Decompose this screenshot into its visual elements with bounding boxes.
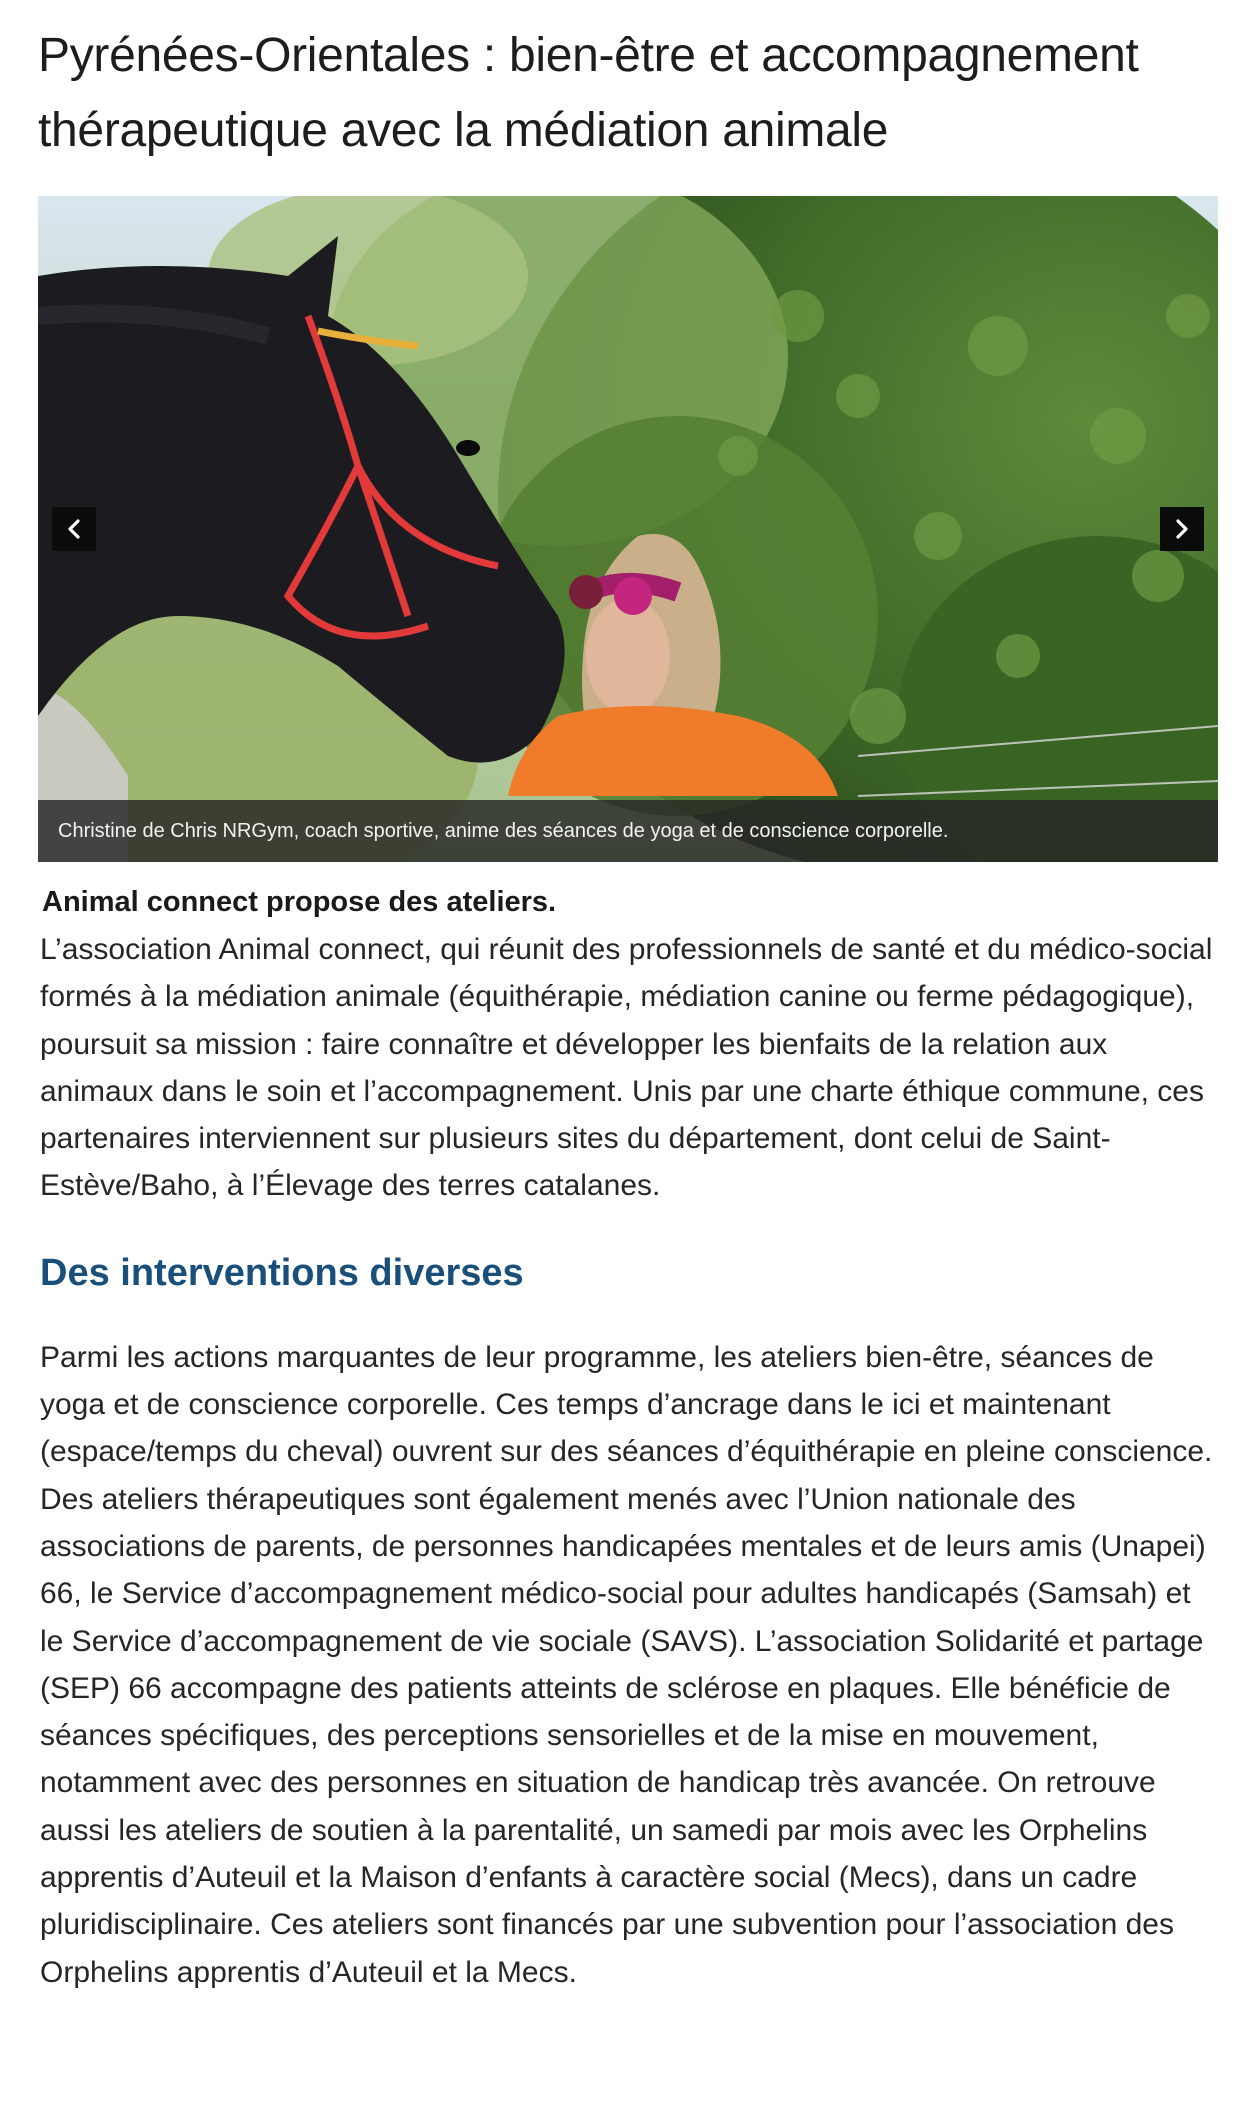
photo-gallery <box>38 196 1218 862</box>
photo-caption: Christine de Chris NRGym, coach sportive, anime des séances de yoga et de conscience corporelle. <box>38 800 1218 862</box>
gallery-photo <box>38 196 1218 862</box>
gallery-prev-button[interactable] <box>52 507 96 551</box>
body-paragraph: Parmi les actions marquantes de leur programme, les ateliers bien-être, séances de yoga et de conscience corporelle. Ces temps d’ancrage dans le ici et maintenant (espace/temps du cheval) ouvrent sur des séances d’équithérapie en pleine conscience. Des ateliers thérapeutiques sont également menés avec l’Union nationale des associations de parents, de personnes handicapées mentales et de leurs amis (Unapei) 66, le Service d’accompagnement médico-social pour adultes handicapés (Samsah) et le Service d’accompagnement de vie sociale (SAVS). L’association Solidarité et partage (SEP) 66 accompagne des patients atteints de sclérose en plaques. Elle bénéficie de séances spécifiques, des perceptions sensorielles et de la mise en mouvement, notamment avec des personnes en situation de handicap très avancée. On retrouve aussi les ateliers de soutien à la parentalité, un samedi par mois avec les Orphelins apprentis d’Auteuil et la Maison d’enfants à caractère social (Mecs), dans un cadre pluridisciplinaire. Ces ateliers sont financés par une subvention pour l’association des Orphelins apprentis d’Auteuil et la Mecs. <box>40 1340 1213 1989</box>
article-title: Pyrénées-Orientales : bien-être et accompagnement thérapeutique avec la médiation animale <box>38 29 1139 157</box>
article-lead: Animal connect propose des ateliers. <box>42 886 557 918</box>
chevron-right-icon <box>1173 518 1191 540</box>
body-paragraph: L’association Animal connect, qui réunit des professionnels de santé et du médico-social formés à la médiation animale (équithérapie, médiation canine ou ferme pédagogique), poursuit sa mission : faire connaître et développer les bienfaits de la relation aux animaux dans le soin et l’accompagnement. Unis par une charte éthique commune, ces partenaires interviennent sur plusieurs sites du département, dont celui de Saint-Estève/Baho, à l’Élevage des terres catalanes. <box>40 933 1213 1203</box>
section-heading: Des interventions diverses <box>40 1251 524 1294</box>
chevron-left-icon <box>65 518 83 540</box>
gallery-next-button[interactable] <box>1160 507 1204 551</box>
